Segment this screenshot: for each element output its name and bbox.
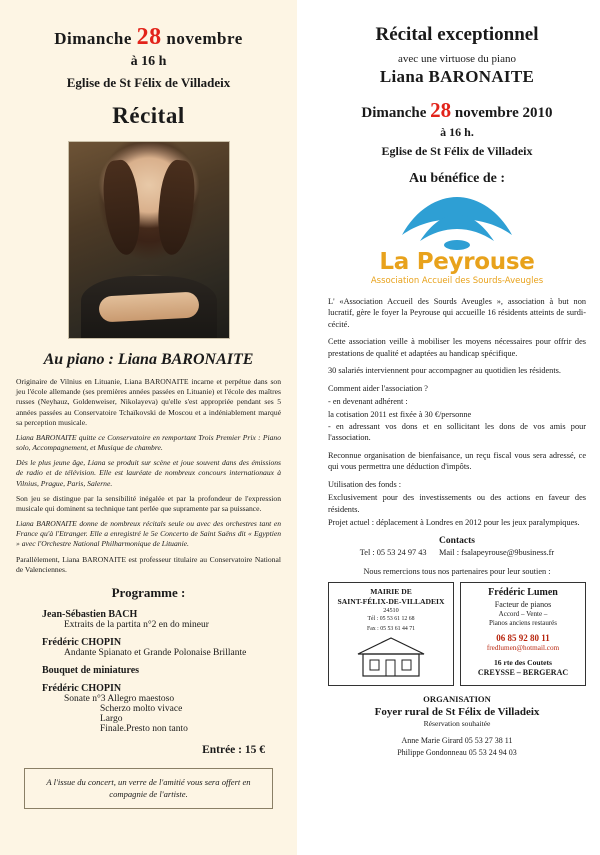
programme-movement: Largo — [100, 713, 123, 724]
right-column — [318, 0, 600, 855]
right-place: Eglise de St Félix de Villadeix — [381, 144, 533, 158]
bio-paragraph-4: Son jeu se distingue par la sensibilité inégalée et par la profondeur de l'expression musicale qui dominent sa technique tant perlée que supramente par sa puissance. — [16, 493, 281, 513]
contacts-phone: Tel : 05 53 24 97 43 — [359, 548, 427, 558]
programme-item — [14, 609, 283, 630]
association-logo — [324, 195, 590, 286]
right-date-rest: novembre 2010 — [454, 105, 553, 121]
programme-heading: Programme : — [111, 584, 186, 600]
photo-hair-left — [100, 158, 144, 256]
left-recital-title: Récital — [112, 103, 185, 128]
help-heading: Comment aider l'association ? — [328, 383, 428, 393]
mairie-title: MAIRIE DE — [370, 587, 412, 597]
bio-paragraph-1: Originaire de Vilnius en Lituanie, Liana BARONAITE incarne et perpétue dans son jeu l'école allemande (ses premières années passées en Lituanie) et l'école des maîtres russes (Neyhauz, Goldenweiser, Nikolayeva) qu'elle s'est appropriée pendant ses 5 années passées au Conservatoire Tchaïkovski de Moscou et a indéniablement marqué sa perception musicale. — [16, 377, 281, 427]
programme-composer: Frédéric CHOPIN — [42, 636, 122, 648]
tuner-email[interactable]: fredlumen@hotmail.com — [486, 644, 560, 653]
funds-line-1: Exclusivement pour des investissements ou des actions en faveur des résidents. — [328, 493, 586, 514]
contacts-heading: Contacts — [439, 536, 475, 547]
org-contact-2: Philippe Gondonneau 05 53 24 94 03 — [397, 747, 517, 757]
programme-work: Sonate n°3 Allegro maestoso — [64, 693, 175, 704]
left-time: à 16 h — [130, 54, 167, 69]
tax-recognition: Reconnue organisation de bienfaisance, un reçu fiscal vous sera adressé, ce qui vous permettra une déduction d'impôts. — [328, 450, 586, 472]
partners-boxes — [324, 582, 590, 686]
bird-icon — [394, 195, 520, 251]
programme-item — [14, 683, 283, 734]
tuner-address: 16 rte des Coutets — [494, 658, 552, 668]
assoc-paragraph-1: L' «Association Accueil des Sourds Aveugles », association à but non lucratif, gère le foyer la Peyrouse qui accueille 16 résidents atteints de surdi-cécité. — [328, 297, 586, 329]
mairie-postcode: 24510 — [383, 607, 399, 615]
left-column — [0, 0, 297, 855]
programme-movement: Scherzo molto vivace — [100, 703, 183, 714]
right-artist-name: Liana BARONAITE — [379, 67, 535, 86]
contacts-line — [324, 548, 590, 557]
association-description — [324, 296, 590, 528]
left-date-day: 28 — [136, 24, 162, 50]
bio-paragraph-3: Dès le plus jeune âge, Liana se produit sur scène et joue souvent dans des émissions de radio et de télévision. Elle est lauréate de nombreux concours internationaux à Vilnius, Prague, Paris, Salerne. — [16, 458, 281, 488]
right-date-day: 28 — [430, 98, 452, 122]
after-concert-note: A l'issue du concert, un verre de l'amitié vous sera offert en compagnie de l'artiste. — [24, 768, 273, 809]
partner-mairie — [328, 582, 454, 686]
org-contact-1: Anne Marie Girard 05 53 27 38 11 — [401, 736, 513, 746]
programme-item — [14, 637, 283, 658]
left-date-prefix: Dimanche — [54, 29, 132, 48]
left-place: Eglise de St Félix de Villadeix — [66, 75, 231, 90]
photo-hair-right — [154, 158, 198, 256]
programme-composer: Frédéric CHOPIN — [42, 682, 122, 694]
programme-work: Andante Spianato et Grande Polonaise Brillante — [64, 647, 247, 658]
partner-piano-tuner — [460, 582, 586, 686]
organisation-name: Foyer rural de St Félix de Villadeix — [374, 706, 540, 719]
programme-movement: Finale.Presto non tanto — [100, 723, 188, 734]
pianist-photo — [68, 141, 230, 339]
townhall-icon — [354, 636, 428, 678]
mairie-fax: Fax : 05 53 61 44 71 — [367, 625, 415, 632]
bio-paragraph-6: Parallèlement, Liana BARONAITE est professeur titulaire au Conservatoire National de Valenciennes. — [16, 554, 281, 574]
tuner-city: CREYSSE – BERGERAC — [477, 668, 569, 678]
organisation-note: Réservation souhaitée — [423, 719, 491, 729]
association-logo-name: La Peyrouse — [379, 249, 535, 275]
au-piano-label: Au piano : Liana BARONAITE — [43, 351, 254, 368]
programme-composer: Jean-Sébastien BACH — [42, 608, 138, 620]
benefit-heading: Au bénéfice de : — [408, 171, 506, 186]
pianist-photo-image — [69, 142, 229, 338]
help-line-1: - en devenant adhérent : — [328, 397, 408, 407]
help-line-2: la cotisation 2011 est fixée à 30 €/personne — [328, 409, 472, 419]
partners-heading: Nous remercions tous nos partenaires pour leur soutien : — [363, 567, 551, 577]
tuner-role: Facteur de pianos — [494, 600, 552, 610]
tuner-phone: 06 85 92 80 11 — [496, 633, 550, 644]
bio-paragraph-5: Liana BARONAITE donne de nombreux récitals seule ou avec des orchestres tant en France qu'à l'Etranger. Elle a enregistré le 5e Concerto de Saint Saëns dit « Egyptien » avec l'Orchestre National Philharmonique de Lituanie. — [16, 519, 281, 549]
right-date-line — [324, 98, 590, 123]
programme-work: Extraits de la partita n°2 en do mineur — [64, 619, 209, 630]
entry-price: Entrée : 15 € — [202, 743, 265, 756]
right-time: à 16 h. — [440, 125, 474, 139]
bio-paragraph-2: Liana BARONAITE quitte ce Conservatoire en remportant Trois Premier Prix : Piano solo, Accompagnement, et Musique de chambre. — [16, 432, 281, 453]
right-subtitle: avec une virtuose du piano — [398, 53, 516, 65]
organisation-heading: ORGANISATION — [423, 694, 491, 705]
programme-bouquet: Bouquet de miniatures — [42, 664, 140, 676]
funds-heading: Utilisation des fonds : — [328, 479, 402, 489]
mairie-name: SAINT-FÉLIX-DE-VILLADEIX — [337, 596, 445, 606]
tuner-services-2: Pianos anciens restaurés — [488, 619, 558, 628]
assoc-paragraph-3: 30 salariés interviennent pour accompagner au quotidien les résidents. — [328, 366, 561, 376]
left-date-line — [14, 24, 283, 51]
contacts-email[interactable]: Mail : fsalapeyrouse@9business.fr — [438, 548, 555, 558]
help-line-3: - en adressant vos dons et en sollicitant les dons de vos amis pour l'association. — [328, 421, 586, 443]
association-logo-tagline: Association Accueil des Sourds-Aveugles — [370, 276, 544, 286]
right-title: Récital exceptionnel — [375, 24, 539, 45]
biography — [14, 377, 283, 575]
right-date-prefix: Dimanche — [361, 105, 427, 121]
tuner-services: Accord – Vente – — [498, 610, 548, 619]
photo-arms — [98, 291, 199, 322]
tuner-name: Frédéric Lumen — [488, 587, 558, 599]
organisation-contacts — [324, 735, 590, 757]
left-date-month: novembre — [166, 29, 243, 48]
funds-line-2: Projet actuel : déplacement à Londres en 2012 pour les jeux paralympiques. — [328, 518, 580, 527]
assoc-paragraph-2: Cette association veille à mobiliser les moyens nécessaires pour offrir des prestations de qualité et adaptées au handicap spécifique. — [328, 337, 586, 358]
mairie-tel: Tél : 05 53 61 12 68 — [367, 616, 415, 623]
